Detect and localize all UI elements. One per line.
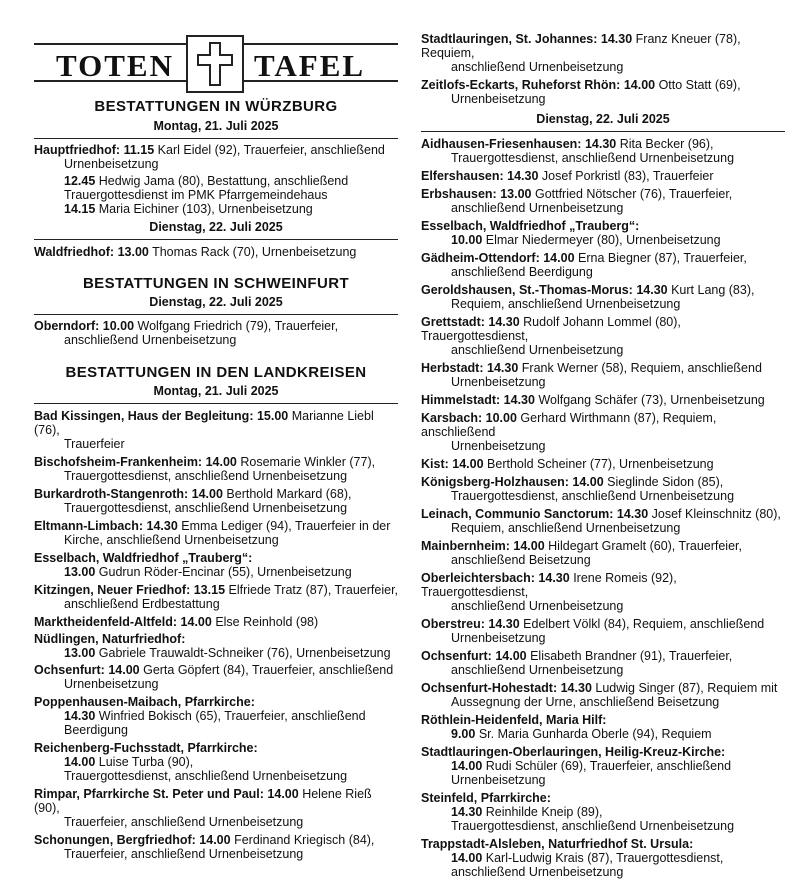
- entry-location: Bad Kissingen, Haus der Begleitung:: [34, 409, 254, 423]
- entry-text: Else Reinhold (98): [215, 615, 319, 629]
- left-column: [34, 0, 398, 861]
- list-item: [421, 187, 785, 215]
- entry-time-line: [34, 565, 398, 579]
- entry-text: Rosemarie Winkler (77),: [240, 455, 376, 469]
- entry-time: 13.15: [193, 583, 226, 597]
- entry-text: Karl Eidel (92), Trauerfeier, anschließend: [157, 143, 385, 157]
- list-item: [34, 202, 398, 216]
- entry-text: Irene Romeis (92), Trauergottesdienst,: [421, 571, 677, 599]
- entry-location: Bischofsheim-Frankenheim:: [34, 455, 203, 469]
- list-item: [34, 455, 398, 483]
- entry-location: Steinfeld, Pfarrkirche:: [421, 791, 551, 805]
- entry-time: 14.00: [543, 251, 575, 265]
- list-item: [34, 519, 398, 547]
- entry-text: Gottfried Nötscher (76), Trauerfeier,: [534, 187, 733, 201]
- list-item: [421, 745, 785, 787]
- entry-continuation: anschließend Urnenbeisetzung: [64, 333, 237, 347]
- entry-time: 14.15: [64, 202, 96, 216]
- entry-text: Berthold Scheiner (77), Urnenbeisetzung: [487, 457, 714, 471]
- entry-continuation: anschließend Beerdigung: [451, 265, 593, 279]
- entry-text: Emma Lediger (94), Trauerfeier in der: [181, 519, 391, 533]
- landkreise-list-right: [421, 137, 785, 879]
- entry-time: 14.00: [205, 455, 237, 469]
- list-item: [34, 245, 398, 259]
- entry-time: 14.00: [180, 615, 212, 629]
- list-item: [421, 283, 785, 311]
- entry-continuation: anschließend Urnenbeisetzung: [451, 60, 624, 74]
- entry-location: Ochsenfurt:: [421, 649, 492, 663]
- entry-location: Oberndorf:: [34, 319, 100, 333]
- entry-continuation: Trauerfeier: [64, 437, 125, 451]
- list-item: [34, 695, 398, 737]
- entry-location: Oberstreu:: [421, 617, 485, 631]
- entry-text: Maria Eichiner (103), Urnenbeisetzung: [98, 202, 313, 216]
- totentafel-header: [34, 0, 398, 100]
- entry-text: Wolfgang Friedrich (79), Trauerfeier,: [137, 319, 339, 333]
- entry-text: Wolfgang Schäfer (73), Urnenbeisetzung: [538, 393, 765, 407]
- entry-time: 14.00: [267, 787, 299, 801]
- entry-time: 14.00: [451, 759, 483, 773]
- entry-continuation: Trauergottesdienst, anschließend Urnenbeisetzung: [64, 501, 348, 515]
- entry-time: 14.30: [560, 681, 592, 695]
- entry-location: Kist:: [421, 457, 449, 471]
- entry-continuation: Trauergottesdienst, anschließend Urnenbeisetzung: [451, 819, 735, 833]
- entry-time: 14.30: [507, 169, 539, 183]
- entry-location: Trappstadt-Alsleben, Naturfriedhof St. Ursula:: [421, 837, 694, 851]
- entry-text: Elisabeth Brandner (91), Trauerfeier,: [530, 649, 733, 663]
- entry-text: Erna Biegner (87), Trauerfeier,: [578, 251, 747, 265]
- entry-continuation: Urnenbeisetzung: [64, 157, 159, 171]
- entry-time: 14.00: [199, 833, 231, 847]
- entry-continuation: Urnenbeisetzung: [451, 631, 546, 645]
- entry-time: 14.00: [451, 851, 483, 865]
- entry-location: Aidhausen-Friesenhausen:: [421, 137, 582, 151]
- divider: [34, 239, 398, 240]
- entry-time: 14.00: [495, 649, 527, 663]
- entry-continuation: Urnenbeisetzung: [451, 773, 546, 787]
- header-word-tafel: TAFEL: [254, 48, 366, 83]
- entry-continuation: Urnenbeisetzung: [451, 375, 546, 389]
- divider: [421, 131, 785, 132]
- entry-time: 13.00: [500, 187, 532, 201]
- entry-text: Elfriede Tratz (87), Trauerfeier,: [228, 583, 399, 597]
- divider: [34, 403, 398, 404]
- entry-text: Karl-Ludwig Krais (87), Trauergottesdienst,: [485, 851, 724, 865]
- entry-time: 14.30: [451, 805, 483, 819]
- entry-time: 14.30: [146, 519, 178, 533]
- entry-time: 9.00: [451, 727, 476, 741]
- entry-continuation: Trauergottesdienst, anschließend Urnenbeisetzung: [451, 489, 735, 503]
- entry-text: Gabriele Trauwaldt-Schneiker (76), Urnenbeisetzung: [98, 646, 391, 660]
- entry-continuation: Requiem, anschließend Urnenbeisetzung: [451, 297, 681, 311]
- entry-time-line: [421, 727, 785, 741]
- landkreise-list-left: [34, 409, 398, 861]
- entry-time: 14.30: [538, 571, 570, 585]
- entry-time: 14.30: [584, 137, 617, 151]
- list-item: [34, 487, 398, 515]
- entry-text: Marianne Liebl (76),: [34, 409, 374, 437]
- entry-continuation: Trauergottesdienst, anschließend Urnenbeisetzung: [64, 769, 348, 783]
- entry-text: Sieglinde Sidon (85),: [607, 475, 724, 489]
- entry-location: Ochsenfurt-Hohestadt:: [421, 681, 558, 695]
- entry-continuation: Kirche, anschließend Urnenbeisetzung: [64, 533, 279, 547]
- entry-text: Luise Turba (90),: [98, 755, 194, 769]
- date-heading: Dienstag, 22. Juli 2025: [536, 112, 670, 126]
- entry-text: Elmar Niedermeyer (80), Urnenbeisetzung: [485, 233, 721, 247]
- list-item: [421, 539, 785, 567]
- section-title-landkreise: BESTATTUNGEN IN DEN LANDKREISEN: [65, 364, 367, 381]
- list-item: [34, 143, 398, 171]
- entry-time: 13.00: [64, 565, 96, 579]
- list-item: [421, 617, 785, 645]
- entry-time-line: [421, 759, 785, 773]
- entry-time-line: [34, 755, 398, 769]
- date-heading: Dienstag, 22. Juli 2025: [149, 220, 283, 234]
- entry-continuation: Aussegnung der Urne, anschließend Beisetzung: [451, 695, 720, 709]
- entry-text: Kurt Lang (83),: [671, 283, 755, 297]
- entry-time: 10.00: [451, 233, 483, 247]
- entry-text: Gudrun Röder-Encinar (55), Urnenbeisetzung: [98, 565, 352, 579]
- entry-time: 14.00: [108, 663, 140, 677]
- entry-location: Esselbach, Waldfriedhof „Trauberg“:: [421, 219, 640, 233]
- entry-continuation: Urnenbeisetzung: [451, 439, 546, 453]
- entry-location: Schonungen, Bergfriedhof:: [34, 833, 196, 847]
- entry-location: Erbshausen:: [421, 187, 497, 201]
- entry-continuation: Urnenbeisetzung: [64, 677, 159, 691]
- date-heading: Dienstag, 22. Juli 2025: [149, 295, 283, 309]
- list-item: [421, 393, 785, 407]
- entry-time: 14.00: [191, 487, 223, 501]
- entry-time: 13.00: [117, 245, 149, 259]
- entry-time: 14.00: [64, 755, 96, 769]
- list-item: [421, 791, 785, 833]
- list-item: [34, 833, 398, 861]
- entry-continuation: anschließend Urnenbeisetzung: [451, 343, 624, 357]
- entry-location: Ochsenfurt:: [34, 663, 105, 677]
- entry-time: 15.00: [256, 409, 289, 423]
- entry-time: 14.00: [572, 475, 604, 489]
- entry-location: Poppenhausen-Maibach, Pfarrkirche:: [34, 695, 255, 709]
- entry-time: 14.00: [513, 539, 545, 553]
- section-title-wuerzburg: BESTATTUNGEN IN WÜRZBURG: [94, 98, 338, 115]
- entry-location: Eltmann-Limbach:: [34, 519, 144, 533]
- entry-location: Grettstadt:: [421, 315, 485, 329]
- cross-icon: [186, 35, 244, 93]
- entry-location: Zeitlofs-Eckarts, Ruheforst Rhön:: [421, 78, 621, 92]
- list-item: [421, 219, 785, 247]
- entry-continuation: anschließend Beisetzung: [451, 553, 591, 567]
- entry-time: 14.30: [636, 283, 668, 297]
- date-heading: Montag, 21. Juli 2025: [153, 384, 279, 398]
- list-item: [34, 615, 398, 629]
- entry-time: 14.30: [503, 393, 535, 407]
- section-title-schweinfurt: BESTATTUNGEN IN SCHWEINFURT: [82, 275, 350, 292]
- entry-continuation: Trauerfeier, anschließend Urnenbeisetzung: [64, 815, 304, 829]
- entry-time: 12.45: [64, 174, 96, 188]
- entry-text: Sr. Maria Gunharda Oberle (94), Requiem: [478, 727, 712, 741]
- entry-location: Elfershausen:: [421, 169, 504, 183]
- entry-time: 14.30: [488, 315, 520, 329]
- list-item: [421, 32, 785, 74]
- entry-text: Rudi Schüler (69), Trauerfeier, anschließend: [485, 759, 732, 773]
- entry-location: Gädheim-Ottendorf:: [421, 251, 540, 265]
- entry-continuation: anschließend Urnenbeisetzung: [451, 201, 624, 215]
- entry-continuation: Beerdigung: [64, 723, 128, 737]
- list-item: [34, 409, 398, 451]
- list-item: [421, 411, 785, 453]
- entry-text: Ferdinand Kriegisch (84),: [234, 833, 375, 847]
- list-item: [421, 78, 785, 106]
- list-item: [421, 251, 785, 279]
- list-item: [34, 663, 398, 691]
- entry-time: 11.15: [123, 143, 155, 157]
- list-item: [421, 315, 785, 357]
- entry-time: 14.30: [488, 617, 520, 631]
- list-item: [421, 475, 785, 503]
- date-heading: Montag, 21. Juli 2025: [153, 119, 279, 133]
- list-item: [421, 649, 785, 677]
- entry-time: 14.00: [452, 457, 484, 471]
- entry-time-line: [421, 233, 785, 247]
- entry-location: Marktheidenfeld-Altfeld:: [34, 615, 178, 629]
- entry-text: Josef Kleinschnitz (80),: [651, 507, 781, 521]
- entry-continuation: Urnenbeisetzung: [451, 92, 546, 106]
- entry-location: Rimpar, Pfarrkirche St. Peter und Paul:: [34, 787, 264, 801]
- entry-time: 14.30: [64, 709, 96, 723]
- entry-continuation: anschließend Urnenbeisetzung: [451, 599, 624, 613]
- list-item: [34, 583, 398, 611]
- entry-text: Ludwig Singer (87), Requiem mit: [595, 681, 778, 695]
- list-item: [34, 551, 398, 579]
- entry-text: Reinhilde Kneip (89),: [485, 805, 603, 819]
- entry-text: Franz Kneuer (78), Requiem,: [421, 32, 741, 60]
- entry-text: Gerhard Wirthmann (87), Requiem, anschließend: [421, 411, 717, 439]
- entry-location: Königsberg-Holzhausen:: [421, 475, 569, 489]
- entry-time-line: [421, 805, 785, 819]
- list-item: [34, 174, 398, 202]
- entry-location: Nüdlingen, Naturfriedhof:: [34, 632, 186, 646]
- list-item: [421, 837, 785, 879]
- entry-location: Geroldshausen, St.-Thomas-Morus:: [421, 283, 633, 297]
- list-item: [34, 741, 398, 783]
- list-item: [421, 457, 785, 471]
- entry-text: Rudolf Johann Lommel (80), Trauergottesdienst,: [421, 315, 681, 343]
- entry-text: Josef Porkristl (83), Trauerfeier: [541, 169, 714, 183]
- entry-location: Oberleichtersbach:: [421, 571, 535, 585]
- entry-time: 14.30: [616, 507, 649, 521]
- list-item: [421, 713, 785, 741]
- entry-text: Berthold Markard (68),: [226, 487, 352, 501]
- list-item: [421, 137, 785, 165]
- divider: [34, 314, 398, 315]
- entry-time-line: [34, 646, 398, 660]
- entry-location: Röthlein-Heidenfeld, Maria Hilf:: [421, 713, 607, 727]
- entry-location: Hauptfriedhof:: [34, 143, 121, 157]
- entry-location: Esselbach, Waldfriedhof „Trauberg“:: [34, 551, 253, 565]
- list-item: [421, 571, 785, 613]
- list-item: [421, 681, 785, 709]
- entry-text: Thomas Rack (70), Urnenbeisetzung: [152, 245, 357, 259]
- entry-text: Otto Statt (69),: [658, 78, 741, 92]
- entry-text: Edelbert Völkl (84), Requiem, anschließend: [523, 617, 765, 631]
- entry-location: Herbstadt:: [421, 361, 484, 375]
- right-column: [421, 32, 785, 879]
- entry-location: Stadtlauringen, St. Johannes:: [421, 32, 598, 46]
- entry-location: Karsbach:: [421, 411, 483, 425]
- list-item: [421, 507, 785, 535]
- entry-location: Himmelstadt:: [421, 393, 501, 407]
- entry-location: Leinach, Communio Sanctorum:: [421, 507, 614, 521]
- entry-time: 14.30: [487, 361, 519, 375]
- entry-location: Stadtlauringen-Oberlauringen, Heilig-Kreuz-Kirche:: [421, 745, 726, 759]
- entry-time: 14.00: [623, 78, 656, 92]
- entry-continuation: Trauergottesdienst im PMK Pfarrgemeindehaus: [64, 188, 328, 202]
- landkreise-list-monday-cont: [421, 32, 785, 106]
- entry-continuation: anschließend Erdbestattung: [64, 597, 220, 611]
- entry-time: 13.00: [64, 646, 96, 660]
- entry-continuation: Trauergottesdienst, anschließend Urnenbeisetzung: [64, 469, 348, 483]
- entry-continuation: Trauergottesdienst, anschließend Urnenbeisetzung: [451, 151, 735, 165]
- entry-location: Kitzingen, Neuer Friedhof:: [34, 583, 191, 597]
- header-word-toten: TOTEN: [56, 48, 174, 83]
- entry-text: Gerta Göpfert (84), Trauerfeier, anschließend: [143, 663, 394, 677]
- entry-continuation: Requiem, anschließend Urnenbeisetzung: [451, 521, 681, 535]
- entry-time: 14.30: [600, 32, 633, 46]
- entry-location: Mainbernheim:: [421, 539, 510, 553]
- entry-text: Hildegart Gramelt (60), Trauerfeier,: [548, 539, 742, 553]
- entry-text: Winfried Bokisch (65), Trauerfeier, anschließend: [98, 709, 366, 723]
- entry-location: Burkardroth-Stangenroth:: [34, 487, 189, 501]
- entry-text: Rita Becker (96),: [619, 137, 714, 151]
- list-item: [34, 319, 398, 347]
- entry-continuation: Trauerfeier, anschließend Urnenbeisetzung: [64, 847, 304, 861]
- entry-time-line: [34, 709, 398, 723]
- divider: [34, 138, 398, 139]
- entry-time-line: [421, 851, 785, 865]
- list-item: [34, 632, 398, 660]
- entry-location: Reichenberg-Fuchsstadt, Pfarrkirche:: [34, 741, 258, 755]
- list-item: [421, 169, 785, 183]
- entry-location: Waldfriedhof:: [34, 245, 115, 259]
- list-item: [421, 361, 785, 389]
- list-item: [34, 787, 398, 829]
- entry-time: 10.00: [485, 411, 517, 425]
- entry-text: Helene Rieß (90),: [34, 787, 372, 815]
- entry-continuation: anschließend Urnenbeisetzung: [451, 663, 624, 677]
- entry-text: Hedwig Jama (80), Bestattung, anschließend: [98, 174, 349, 188]
- entry-text: Frank Werner (58), Requiem, anschließend: [521, 361, 762, 375]
- entry-time: 10.00: [102, 319, 135, 333]
- entry-continuation: anschließend Urnenbeisetzung: [451, 865, 624, 879]
